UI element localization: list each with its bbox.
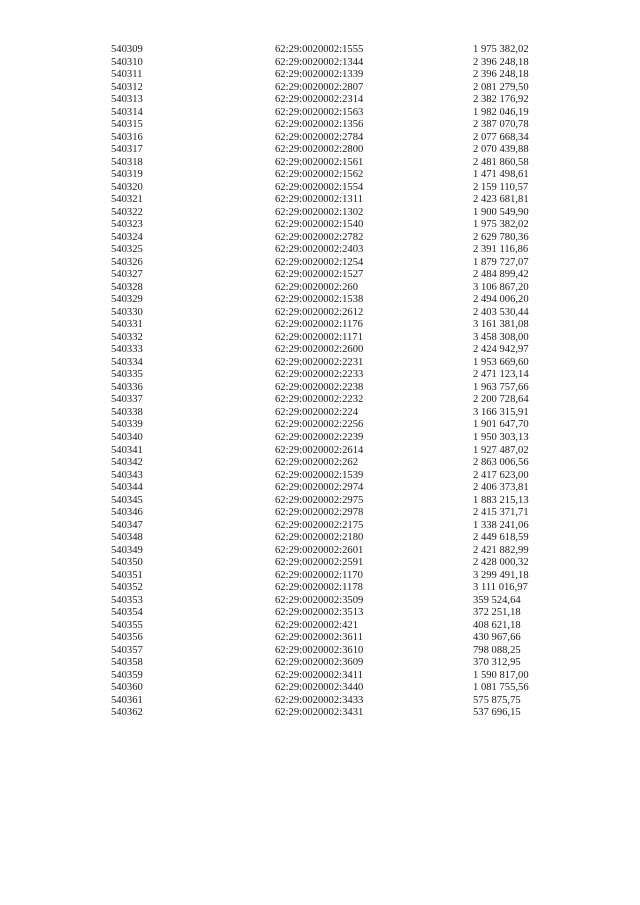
table-row xyxy=(111,57,551,70)
cadastral-number-cell: 62:29:0020002:2600 xyxy=(275,344,364,356)
row-id-cell: 540354 xyxy=(111,607,143,619)
table-row xyxy=(111,682,551,695)
row-id-cell: 540332 xyxy=(111,331,143,343)
table-row xyxy=(111,157,551,170)
cadastral-value-cell: 3 161 381,08 xyxy=(473,319,529,331)
table-row xyxy=(111,582,551,595)
cadastral-value-cell: 1 590 817,00 xyxy=(473,669,529,681)
cadastral-value-cell: 1 081 755,56 xyxy=(473,682,529,694)
cadastral-number-cell: 62:29:0020002:3513 xyxy=(275,607,364,619)
cadastral-number-cell: 62:29:0020002:1311 xyxy=(275,194,363,206)
cadastral-number-cell: 62:29:0020002:2175 xyxy=(275,519,364,531)
cadastral-value-cell: 1 900 549,90 xyxy=(473,206,529,218)
table-row xyxy=(111,507,551,520)
cadastral-number-cell: 62:29:0020002:2591 xyxy=(275,557,364,569)
row-id-cell: 540309 xyxy=(111,44,143,55)
table-row xyxy=(111,382,551,395)
cadastral-number-cell: 62:29:0020002:3609 xyxy=(275,657,364,669)
table-row xyxy=(111,607,551,620)
table-row xyxy=(111,570,551,583)
cadastral-value-cell: 3 111 016,97 xyxy=(473,582,528,594)
cadastral-value-cell: 2 396 248,18 xyxy=(473,56,529,68)
row-id-cell: 540320 xyxy=(111,181,143,193)
cadastral-value-cell: 1 953 669,60 xyxy=(473,356,529,368)
table-row xyxy=(111,707,551,720)
cadastral-value-cell: 2 424 942,97 xyxy=(473,344,529,356)
cadastral-number-cell: 62:29:0020002:1171 xyxy=(275,331,363,343)
row-id-cell: 540335 xyxy=(111,369,143,381)
cadastral-value-cell: 372 251,18 xyxy=(473,607,521,619)
row-id-cell: 540319 xyxy=(111,169,143,181)
cadastral-number-cell: 62:29:0020002:2978 xyxy=(275,507,364,519)
table-row xyxy=(111,69,551,82)
cadastral-number-cell: 62:29:0020002:1176 xyxy=(275,319,363,331)
cadastral-number-cell: 62:29:0020002:2612 xyxy=(275,306,364,318)
cadastral-number-cell: 62:29:0020002:1561 xyxy=(275,156,364,168)
cadastral-number-cell: 62:29:0020002:2784 xyxy=(275,131,364,143)
row-id-cell: 540327 xyxy=(111,269,143,281)
table-row xyxy=(111,332,551,345)
cadastral-value-cell: 1 927 487,02 xyxy=(473,444,529,456)
cadastral-value-cell: 2 387 070,78 xyxy=(473,119,529,131)
table-row xyxy=(111,244,551,257)
cadastral-value-cell: 2 417 623,00 xyxy=(473,469,529,481)
cadastral-number-cell: 62:29:0020002:2974 xyxy=(275,482,364,494)
table-row xyxy=(111,294,551,307)
row-id-cell: 540330 xyxy=(111,306,143,318)
row-id-cell: 540344 xyxy=(111,482,143,494)
cadastral-value-cell: 3 458 308,00 xyxy=(473,331,529,343)
cadastral-value-cell: 537 696,15 xyxy=(473,707,521,719)
table-row xyxy=(111,432,551,445)
cadastral-value-cell: 2 382 176,92 xyxy=(473,94,529,106)
row-id-cell: 540333 xyxy=(111,344,143,356)
table-row xyxy=(111,207,551,220)
row-id-cell: 540317 xyxy=(111,144,143,156)
row-id-cell: 540329 xyxy=(111,294,143,306)
table-row xyxy=(111,169,551,182)
row-id-cell: 540321 xyxy=(111,194,143,206)
table-row xyxy=(111,532,551,545)
table-row xyxy=(111,257,551,270)
table-row xyxy=(111,319,551,332)
row-id-cell: 540357 xyxy=(111,644,143,656)
cadastral-number-cell: 62:29:0020002:2800 xyxy=(275,144,364,156)
cadastral-value-cell: 2 449 618,59 xyxy=(473,532,529,544)
row-id-cell: 540361 xyxy=(111,694,143,706)
table-row xyxy=(111,182,551,195)
cadastral-number-cell: 62:29:0020002:1538 xyxy=(275,294,364,306)
cadastral-number-cell: 62:29:0020002:1302 xyxy=(275,206,364,218)
table-row xyxy=(111,445,551,458)
cadastral-number-cell: 62:29:0020002:260 xyxy=(275,281,358,293)
cadastral-value-cell: 1 963 757,66 xyxy=(473,381,529,393)
row-id-cell: 540341 xyxy=(111,444,143,456)
cadastral-number-cell: 62:29:0020002:1356 xyxy=(275,119,364,131)
row-id-cell: 540342 xyxy=(111,457,143,469)
row-id-cell: 540346 xyxy=(111,507,143,519)
row-id-cell: 540334 xyxy=(111,356,143,368)
table-row xyxy=(111,219,551,232)
cadastral-value-cell: 1 883 215,13 xyxy=(473,494,529,506)
cadastral-value-cell: 2 428 000,32 xyxy=(473,557,529,569)
cadastral-value-cell: 3 299 491,18 xyxy=(473,569,529,581)
table-row xyxy=(111,470,551,483)
row-id-cell: 540338 xyxy=(111,406,143,418)
cadastral-value-cell: 2 391 116,86 xyxy=(473,244,529,256)
row-id-cell: 540313 xyxy=(111,94,143,106)
table-row xyxy=(111,94,551,107)
row-id-cell: 540323 xyxy=(111,219,143,231)
table-row xyxy=(111,269,551,282)
cadastral-value-cell: 2 863 006,56 xyxy=(473,457,529,469)
row-id-cell: 540360 xyxy=(111,682,143,694)
row-id-cell: 540352 xyxy=(111,582,143,594)
row-id-cell: 540349 xyxy=(111,544,143,556)
row-id-cell: 540355 xyxy=(111,619,143,631)
table-row xyxy=(111,344,551,357)
row-id-cell: 540362 xyxy=(111,707,143,719)
cadastral-number-cell: 62:29:0020002:3431 xyxy=(275,707,364,719)
row-id-cell: 540325 xyxy=(111,244,143,256)
row-id-cell: 540353 xyxy=(111,594,143,606)
cadastral-value-cell: 2 403 530,44 xyxy=(473,306,529,318)
cadastral-value-cell: 2 077 668,34 xyxy=(473,131,529,143)
cadastral-number-cell: 62:29:0020002:2807 xyxy=(275,81,364,93)
cadastral-value-cell: 2 471 123,14 xyxy=(473,369,529,381)
cadastral-number-cell: 62:29:0020002:2403 xyxy=(275,244,364,256)
row-id-cell: 540315 xyxy=(111,119,143,131)
cadastral-value-cell: 3 166 315,91 xyxy=(473,406,529,418)
table-row xyxy=(111,620,551,633)
table-row xyxy=(111,419,551,432)
cadastral-value-cell: 2 396 248,18 xyxy=(473,69,529,81)
row-id-cell: 540356 xyxy=(111,632,143,644)
cadastral-value-cell: 1 901 647,70 xyxy=(473,419,529,431)
table-row xyxy=(111,282,551,295)
cadastral-number-cell: 62:29:0020002:2232 xyxy=(275,394,364,406)
table-row xyxy=(111,632,551,645)
table-row xyxy=(111,82,551,95)
row-id-cell: 540312 xyxy=(111,81,143,93)
cadastral-value-cell: 2 421 882,99 xyxy=(473,544,529,556)
cadastral-number-cell: 62:29:0020002:1527 xyxy=(275,269,364,281)
row-id-cell: 540358 xyxy=(111,657,143,669)
cadastral-value-cell: 3 106 867,20 xyxy=(473,281,529,293)
cadastral-number-cell: 62:29:0020002:421 xyxy=(275,619,358,631)
cadastral-value-cell: 2 494 006,20 xyxy=(473,294,529,306)
row-id-cell: 540359 xyxy=(111,669,143,681)
row-id-cell: 540324 xyxy=(111,231,143,243)
cadastral-value-cell: 1 975 382,02 xyxy=(473,219,529,231)
cadastral-value-cell: 2 406 373,81 xyxy=(473,482,529,494)
table-row xyxy=(111,545,551,558)
table-row xyxy=(111,695,551,708)
cadastral-number-cell: 62:29:0020002:1254 xyxy=(275,256,364,268)
cadastral-value-cell: 2 481 860,58 xyxy=(473,156,529,168)
table-row xyxy=(111,357,551,370)
row-id-cell: 540331 xyxy=(111,319,143,331)
cadastral-number-cell: 62:29:0020002:1540 xyxy=(275,219,364,231)
cadastral-number-cell: 62:29:0020002:2782 xyxy=(275,231,364,243)
cadastral-number-cell: 62:29:0020002:3509 xyxy=(275,594,364,606)
cadastral-value-cell: 798 088,25 xyxy=(473,644,521,656)
cadastral-value-cell: 575 875,75 xyxy=(473,694,521,706)
cadastral-value-cell: 2 423 681,81 xyxy=(473,194,529,206)
row-id-cell: 540343 xyxy=(111,469,143,481)
table-row xyxy=(111,670,551,683)
row-id-cell: 540350 xyxy=(111,557,143,569)
cadastral-number-cell: 62:29:0020002:2314 xyxy=(275,94,364,106)
table-row xyxy=(111,457,551,470)
cadastral-value-cell: 1 471 498,61 xyxy=(473,169,529,181)
cadastral-value-cell: 2 081 279,50 xyxy=(473,81,529,93)
row-id-cell: 540318 xyxy=(111,156,143,168)
table-row xyxy=(111,107,551,120)
cadastral-number-cell: 62:29:0020002:2233 xyxy=(275,369,364,381)
table-row xyxy=(111,232,551,245)
table-row xyxy=(111,657,551,670)
table-row xyxy=(111,44,551,57)
cadastral-number-cell: 62:29:0020002:1339 xyxy=(275,69,364,81)
cadastral-number-cell: 62:29:0020002:262 xyxy=(275,457,358,469)
cadastral-value-cell: 1 982 046,19 xyxy=(473,106,529,118)
table-row xyxy=(111,144,551,157)
table-row xyxy=(111,119,551,132)
cadastral-number-cell: 62:29:0020002:2238 xyxy=(275,381,364,393)
cadastral-number-cell: 62:29:0020002:3411 xyxy=(275,669,363,681)
cadastral-value-cell: 408 621,18 xyxy=(473,619,521,631)
row-id-cell: 540314 xyxy=(111,106,143,118)
row-id-cell: 540328 xyxy=(111,281,143,293)
cadastral-number-cell: 62:29:0020002:3610 xyxy=(275,644,364,656)
table-row xyxy=(111,407,551,420)
cadastral-number-cell: 62:29:0020002:1555 xyxy=(275,44,364,55)
row-id-cell: 540336 xyxy=(111,381,143,393)
row-id-cell: 540348 xyxy=(111,532,143,544)
cadastral-number-cell: 62:29:0020002:1554 xyxy=(275,181,364,193)
cadastral-value-cell: 2 484 899,42 xyxy=(473,269,529,281)
cadastral-number-cell: 62:29:0020002:224 xyxy=(275,406,358,418)
cadastral-value-cell: 2 159 110,57 xyxy=(473,181,529,193)
row-id-cell: 540340 xyxy=(111,431,143,443)
cadastral-value-table xyxy=(111,44,551,720)
cadastral-number-cell: 62:29:0020002:2975 xyxy=(275,494,364,506)
row-id-cell: 540322 xyxy=(111,206,143,218)
row-id-cell: 540311 xyxy=(111,69,143,81)
row-id-cell: 540347 xyxy=(111,519,143,531)
cadastral-number-cell: 62:29:0020002:3433 xyxy=(275,694,364,706)
cadastral-value-cell: 1 338 241,06 xyxy=(473,519,529,531)
row-id-cell: 540310 xyxy=(111,56,143,68)
row-id-cell: 540337 xyxy=(111,394,143,406)
table-row xyxy=(111,194,551,207)
table-row xyxy=(111,645,551,658)
table-row xyxy=(111,482,551,495)
cadastral-number-cell: 62:29:0020002:2231 xyxy=(275,356,364,368)
row-id-cell: 540326 xyxy=(111,256,143,268)
table-row xyxy=(111,595,551,608)
table-row xyxy=(111,520,551,533)
cadastral-number-cell: 62:29:0020002:2239 xyxy=(275,431,364,443)
cadastral-value-cell: 370 312,95 xyxy=(473,657,521,669)
table-row xyxy=(111,394,551,407)
cadastral-number-cell: 62:29:0020002:3611 xyxy=(275,632,363,644)
cadastral-number-cell: 62:29:0020002:1178 xyxy=(275,582,363,594)
cadastral-number-cell: 62:29:0020002:1539 xyxy=(275,469,364,481)
cadastral-value-cell: 2 070 439,88 xyxy=(473,144,529,156)
row-id-cell: 540316 xyxy=(111,131,143,143)
cadastral-value-cell: 1 975 382,02 xyxy=(473,44,529,55)
cadastral-value-cell: 1 950 303,13 xyxy=(473,431,529,443)
cadastral-value-cell: 359 524,64 xyxy=(473,594,521,606)
table-row xyxy=(111,132,551,145)
cadastral-number-cell: 62:29:0020002:3440 xyxy=(275,682,364,694)
row-id-cell: 540351 xyxy=(111,569,143,581)
cadastral-number-cell: 62:29:0020002:2256 xyxy=(275,419,364,431)
cadastral-value-cell: 1 879 727,07 xyxy=(473,256,529,268)
cadastral-value-cell: 430 967,66 xyxy=(473,632,521,644)
table-row xyxy=(111,369,551,382)
cadastral-number-cell: 62:29:0020002:1563 xyxy=(275,106,364,118)
cadastral-number-cell: 62:29:0020002:1344 xyxy=(275,56,364,68)
row-id-cell: 540339 xyxy=(111,419,143,431)
cadastral-value-cell: 2 629 780,36 xyxy=(473,231,529,243)
cadastral-value-cell: 2 415 371,71 xyxy=(473,507,529,519)
cadastral-number-cell: 62:29:0020002:2601 xyxy=(275,544,364,556)
table-row xyxy=(111,495,551,508)
cadastral-value-cell: 2 200 728,64 xyxy=(473,394,529,406)
cadastral-number-cell: 62:29:0020002:2180 xyxy=(275,532,364,544)
table-row xyxy=(111,307,551,320)
cadastral-number-cell: 62:29:0020002:1562 xyxy=(275,169,364,181)
table-row xyxy=(111,557,551,570)
row-id-cell: 540345 xyxy=(111,494,143,506)
cadastral-number-cell: 62:29:0020002:1170 xyxy=(275,569,363,581)
cadastral-number-cell: 62:29:0020002:2614 xyxy=(275,444,364,456)
